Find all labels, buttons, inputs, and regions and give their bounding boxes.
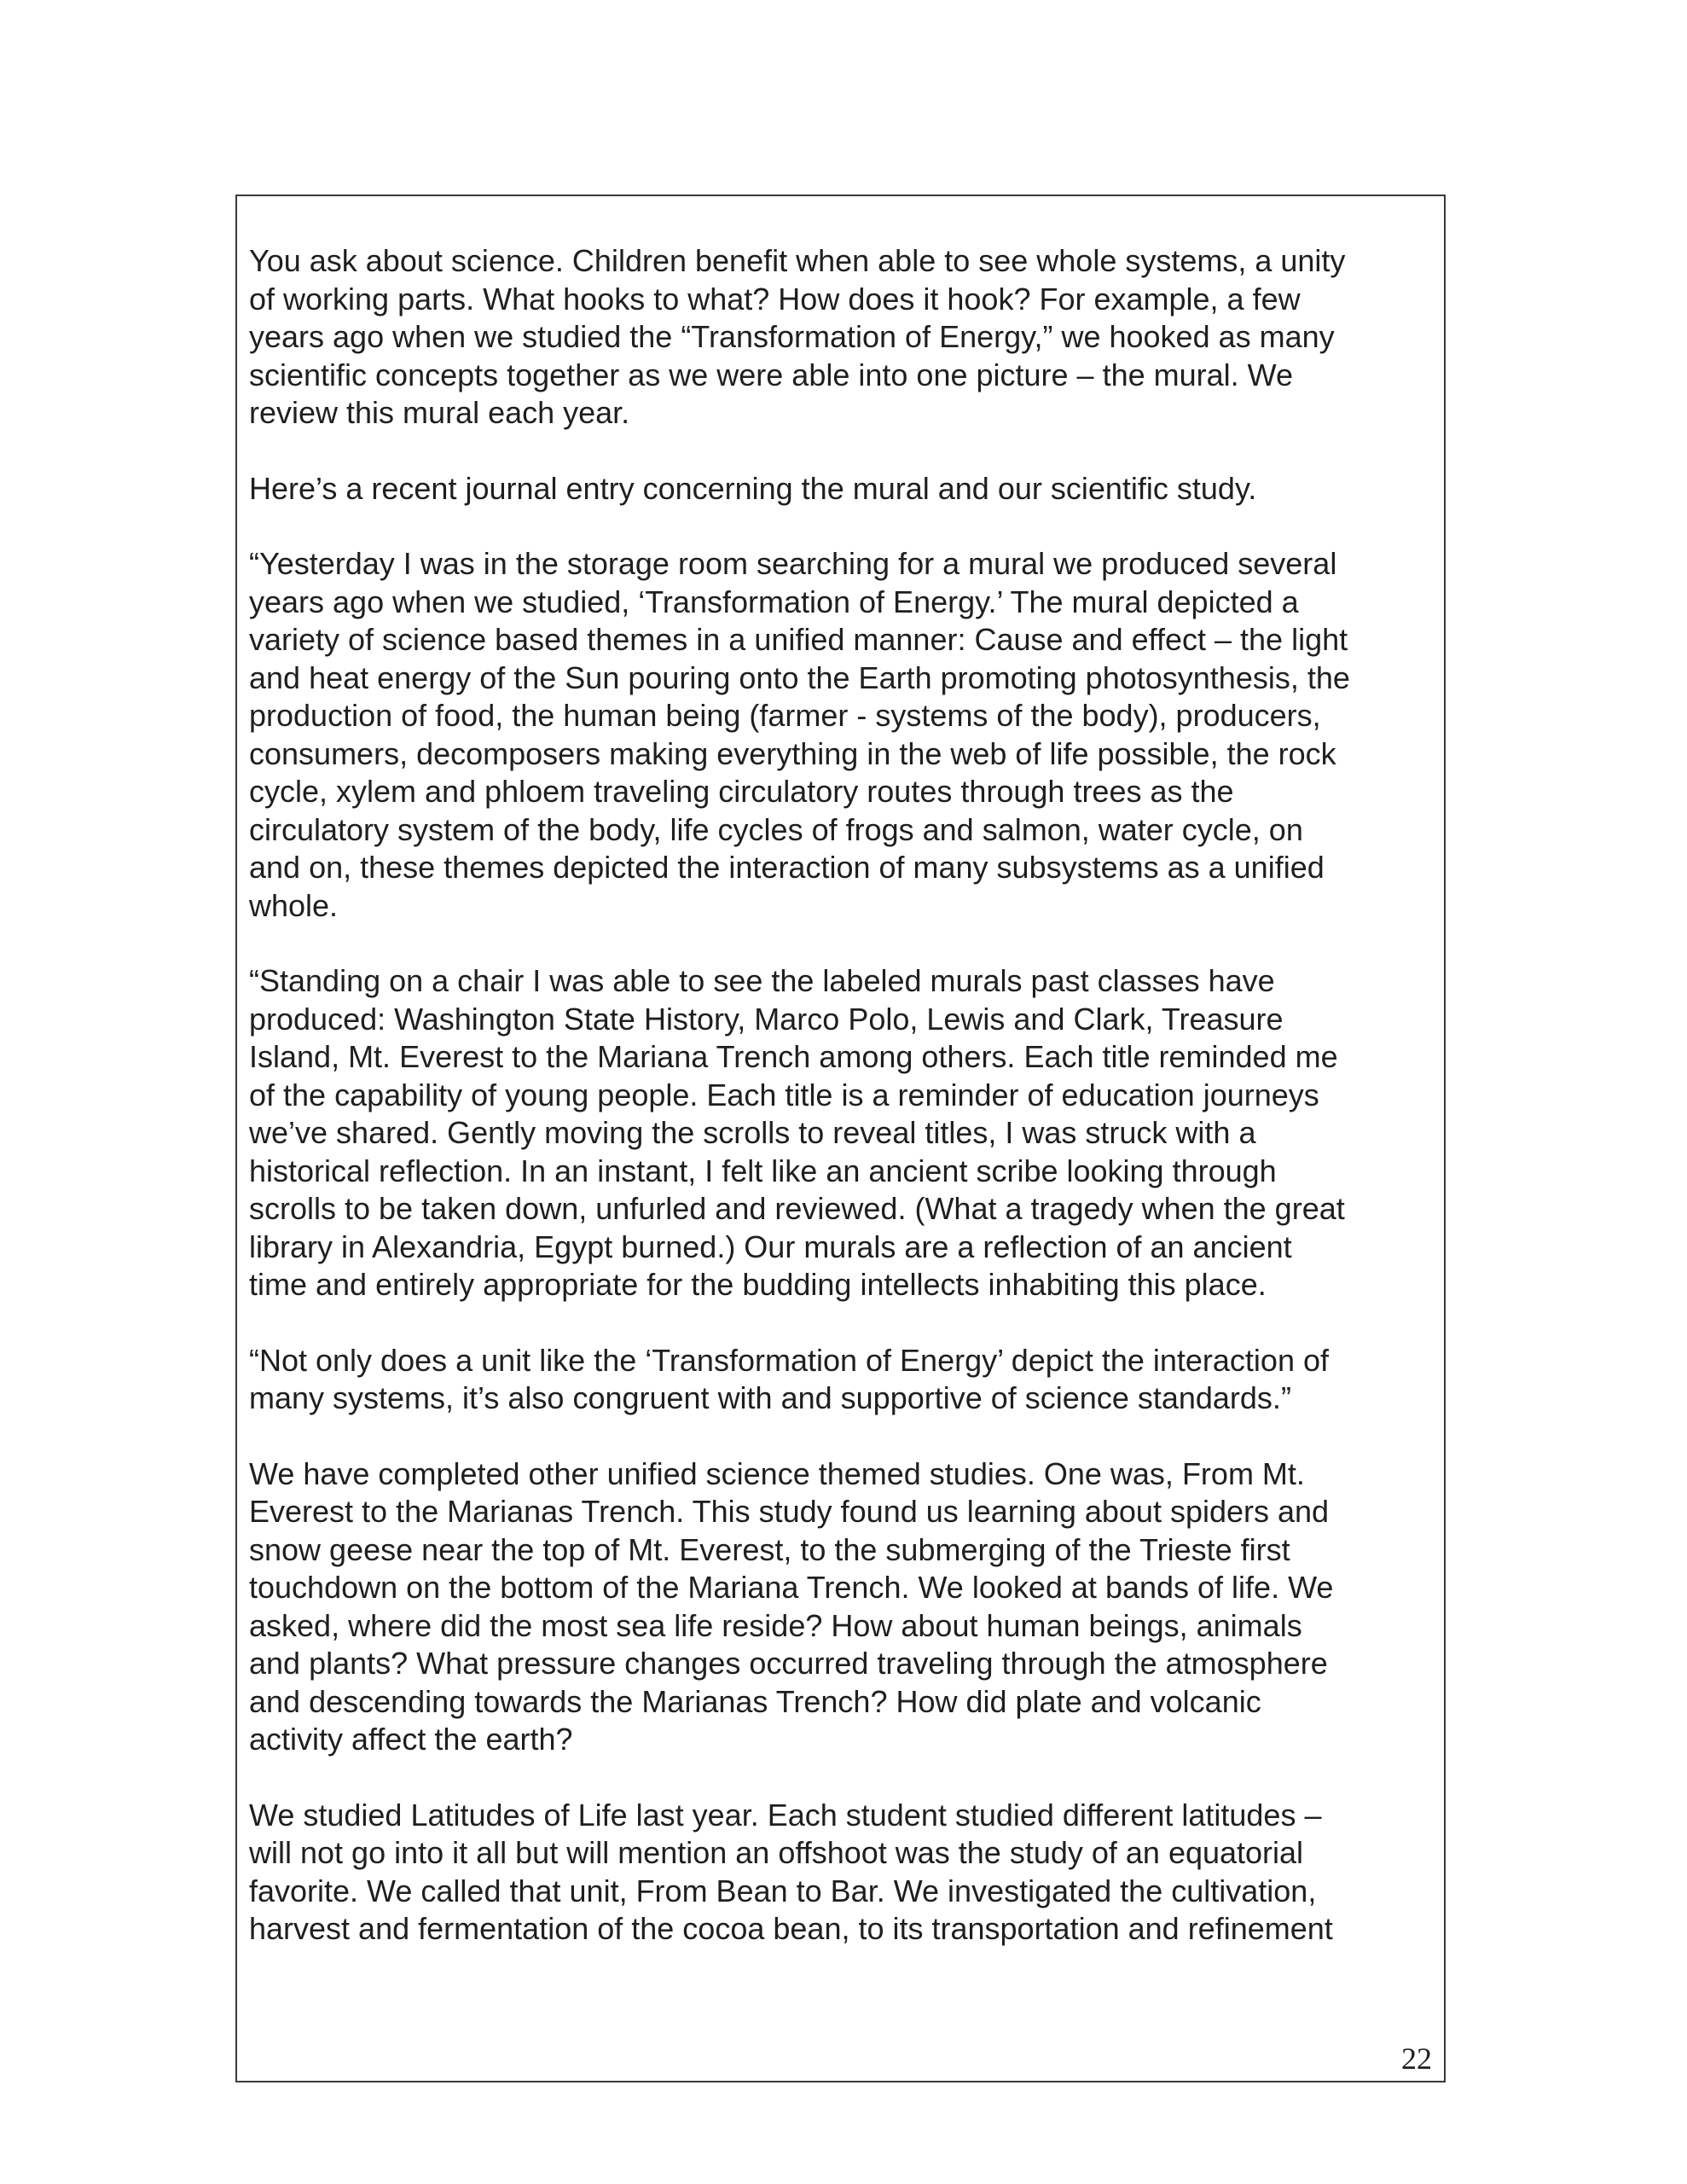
paragraph-everest-trench: We have completed other unified science themed studies. One was, From Mt. Everest to the Marianas Trench. This study found us learning about spiders and snow geese near the top of Mt. Everest, to the submerging of the Trieste first touchdown on the bottom of the Mariana Trench. We looked at bands of life. We asked, where did the most sea life reside? How about human beings, animals and plants? What pressure changes occurred traveling through the atmosphere and descending towards the Marianas Trench? How did plate and volcanic activity affect the earth? [249, 1455, 1334, 1757]
paragraph-latitudes-of-life: We studied Latitudes of Life last year. Each student studied different latitudes – will not go into it all but will mention an offshoot was the study of an equatorial favorite. We called that unit, From Bean to Bar. We investigated the cultivation, harvest and fermentation of the cocoa bean, to its transportation and refinement [249, 1797, 1333, 1946]
body-text [249, 242, 1439, 1986]
paragraph-science-standards: “Not only does a unit like the ‘Transformation of Energy’ depict the interaction of many systems, it’s also congruent with and supportive of science standards.” [249, 1342, 1329, 1415]
paragraph-science-intro: You ask about science. Children benefit when able to see whole systems, a unity of working parts. What hooks to what? How does it hook? For example, a few years ago when we studied the “Transformation of Energy,” we hooked as many scientific concepts together as we were able into one picture – the mural. We review this mural each year. [249, 243, 1346, 430]
paragraph-journal-intro: Here’s a recent journal entry concerning the mural and our scientific study. [249, 470, 1257, 506]
page-number: 22 [1401, 2042, 1432, 2076]
page-frame [235, 195, 1446, 2082]
paragraph-storage-room: “Yesterday I was in the storage room searching for a mural we produced several years ago when we studied, ‘Transformation of Energy.’ The mural depicted a variety of science based themes in a unified manner: Cause and effect – the light and heat energy of the Sun pouring onto the Earth promoting photosynthesis, the production of food, the human being (farmer - systems of the body), producers, consumers, decomposers making everything in the web of life possible, the rock cycle, xylem and phloem traveling circulatory routes through trees as the circulatory system of the body, life cycles of frogs and salmon, water cycle, on and on, these themes depicted the interaction of many subsystems as a unified whole. [249, 546, 1350, 923]
paragraph-standing-on-chair: “Standing on a chair I was able to see the labeled murals past classes have produced: Washington State History, Marco Polo, Lewis and Clark, Treasure Island, Mt. Everest to the Mariana Trench among others. Each title reminded me of the capability of young people. Each title is a reminder of education journeys we’ve shared. Gently moving the scrolls to reveal titles, I was struck with a historical reflection. In an instant, I felt like an ancient scribe looking through scrolls to be taken down, unfurled and reviewed. (What a tragedy when the great library in Alexandria, Egypt burned.) Our murals are a reflection of an ancient time and entirely appropriate for the budding intellects inhabiting this place. [249, 963, 1345, 1302]
